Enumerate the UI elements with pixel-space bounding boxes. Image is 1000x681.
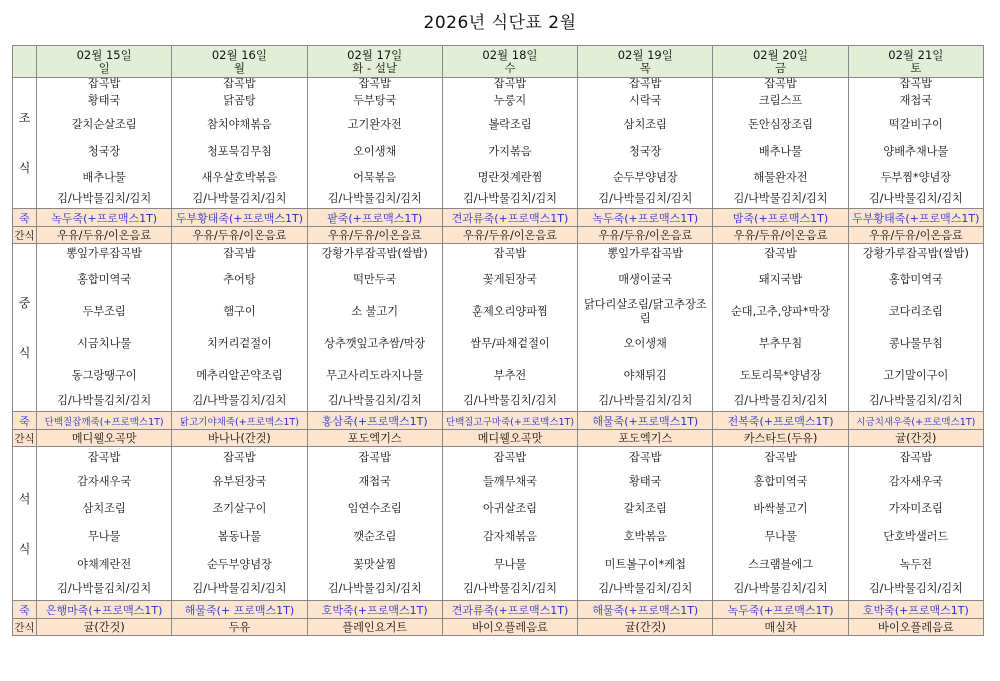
- snack-item: 바나나(간것): [172, 430, 307, 447]
- menu-dish: 떡만두국: [307, 264, 442, 296]
- snack-item: 플레인요거트: [307, 619, 442, 636]
- menu-dish: 김/나박물김치/김치: [848, 392, 983, 412]
- dinner-dish-row: [13, 551, 984, 579]
- menu-dish: 유부된장국: [172, 469, 307, 495]
- menu-dish: 돼지국밥: [713, 264, 848, 296]
- breakfast-porridge-row: [13, 209, 984, 227]
- dinner-label: [13, 447, 37, 601]
- menu-dish: 무고사리도라지나물: [307, 360, 442, 392]
- menu-dish: 오이생채: [578, 328, 713, 360]
- menu-dish: 잡곡밥: [172, 244, 307, 264]
- menu-dish: 김/나박물김치/김치: [172, 191, 307, 209]
- menu-dish: 김/나박물김치/김치: [578, 392, 713, 412]
- menu-dish: 꽃게된장국: [442, 264, 577, 296]
- menu-dish: 청국장: [37, 139, 172, 165]
- snack-label: 간식: [13, 430, 37, 447]
- day-header-fri: 02월 20일 금: [713, 46, 848, 78]
- menu-dish: 순대,고추,양파*막장: [713, 296, 848, 328]
- snack-item: 우유/두유/이온음료: [307, 227, 442, 244]
- porridge-item: 녹두죽(+프로맥스1T): [713, 601, 848, 619]
- snack-item: 두유: [172, 619, 307, 636]
- menu-dish: 홍합미역국: [37, 264, 172, 296]
- snack-item: 메디웰오곡맛: [442, 430, 577, 447]
- lunch-label-char: 중: [18, 295, 31, 310]
- porridge-item: 녹두죽(+프로맥스1T): [37, 209, 172, 227]
- menu-dish: 무나물: [713, 523, 848, 551]
- menu-dish: 호박볶음: [578, 523, 713, 551]
- menu-dish: 깻순조림: [307, 523, 442, 551]
- menu-dish: 잡곡밥: [442, 244, 577, 264]
- menu-dish: 야채튀김: [578, 360, 713, 392]
- menu-dish: 잡곡밥: [172, 447, 307, 469]
- snack-item: 포도엑기스: [578, 430, 713, 447]
- breakfast-dish-row: [13, 111, 984, 139]
- porridge-item: 밤죽(+프로맥스1T): [713, 209, 848, 227]
- porridge-item: 닭고기야채죽(+프로맥스1T): [172, 412, 307, 430]
- menu-dish: 바싹불고기: [713, 495, 848, 523]
- menu-dish: 아귀살조림: [442, 495, 577, 523]
- menu-dish: 잡곡밥: [713, 447, 848, 469]
- menu-dish: 홍합미역국: [713, 469, 848, 495]
- menu-dish: 부추무침: [713, 328, 848, 360]
- menu-dish: 김/나박물김치/김치: [578, 191, 713, 209]
- menu-dish: 시락국: [578, 91, 713, 111]
- menu-dish: 잡곡밥: [848, 447, 983, 469]
- day-header-sat: 02월 21일 토: [848, 46, 983, 78]
- breakfast-label: [13, 78, 37, 209]
- menu-dish: 잡곡밥: [713, 78, 848, 91]
- porridge-item: 팥죽(+프로맥스1T): [307, 209, 442, 227]
- page-title: 2026년 식단표 2월: [423, 13, 577, 33]
- menu-dish: 가지볶음: [442, 139, 577, 165]
- menu-dish: 단호박샐러드: [848, 523, 983, 551]
- snack-item: 우유/두유/이온음료: [442, 227, 577, 244]
- menu-dish: 훈제오리양파찜: [442, 296, 577, 328]
- dinner-dish-row: [13, 579, 984, 601]
- day-header-wed: 02월 18일 수: [442, 46, 577, 78]
- porridge-label: 죽: [13, 412, 37, 430]
- day-header-mon: 02월 16일 월: [172, 46, 307, 78]
- porridge-item: 견과류죽(+프로맥스1T): [442, 601, 577, 619]
- porridge-item: 두부황태죽(+프로맥스1T): [172, 209, 307, 227]
- menu-dish: 닭곰탕: [172, 91, 307, 111]
- menu-dish: 꽃맛살찜: [307, 551, 442, 579]
- menu-dish: 잡곡밥: [307, 447, 442, 469]
- menu-dish: 시금치나물: [37, 328, 172, 360]
- meal-plan-body: [13, 78, 984, 636]
- corner-cell: [13, 46, 37, 78]
- menu-dish: 동그랑땡구이: [37, 360, 172, 392]
- snack-item: 포도엑기스: [307, 430, 442, 447]
- menu-dish: 떡갈비구이: [848, 111, 983, 139]
- menu-dish: 새우살호박볶음: [172, 165, 307, 191]
- menu-dish: 순두부양념장: [172, 551, 307, 579]
- day-header-row: [13, 46, 984, 78]
- menu-dish: 두부탕국: [307, 91, 442, 111]
- menu-dish: 부추전: [442, 360, 577, 392]
- snack-label: 간식: [13, 227, 37, 244]
- menu-dish: 크림스프: [713, 91, 848, 111]
- menu-dish: 황태국: [37, 91, 172, 111]
- menu-dish: 황태국: [578, 469, 713, 495]
- porridge-item: 해물죽(+프로맥스1T): [578, 601, 713, 619]
- menu-dish: 강황가루잡곡밥(쌀밥): [848, 244, 983, 264]
- porridge-item: 녹두죽(+프로맥스1T): [578, 209, 713, 227]
- menu-dish: 오이생채: [307, 139, 442, 165]
- snack-item: 우유/두유/이온음료: [37, 227, 172, 244]
- menu-dish: 배추나물: [37, 165, 172, 191]
- menu-dish: 고기완자전: [307, 111, 442, 139]
- menu-dish: 강황가루잡곡밥(쌀밥): [307, 244, 442, 264]
- porridge-item: 해물죽(+프로맥스1T): [578, 412, 713, 430]
- menu-dish: 김/나박물김치/김치: [307, 579, 442, 601]
- menu-dish: 잡곡밥: [442, 78, 577, 91]
- porridge-item: 시금치새우죽(+프로맥스1T): [848, 412, 983, 430]
- menu-dish: 누룽지: [442, 91, 577, 111]
- menu-dish: 배추나물: [713, 139, 848, 165]
- breakfast-label-char: 식: [18, 161, 31, 175]
- dinner-dish-row: [13, 447, 984, 469]
- menu-dish: 감자새우국: [848, 469, 983, 495]
- porridge-item: 견과류죽(+프로맥스1T): [442, 209, 577, 227]
- menu-dish: 조기살구이: [172, 495, 307, 523]
- menu-dish: 가자미조림: [848, 495, 983, 523]
- lunch-label-char: 식: [18, 345, 31, 360]
- dinner-label-char: 석: [18, 491, 31, 506]
- menu-dish: 김/나박물김치/김치: [307, 392, 442, 412]
- menu-dish: 매생이굴국: [578, 264, 713, 296]
- menu-dish: 잡곡밥: [578, 447, 713, 469]
- menu-dish: 김/나박물김치/김치: [172, 579, 307, 601]
- menu-dish: 갈치순살조림: [37, 111, 172, 139]
- breakfast-dish-row: [13, 78, 984, 91]
- menu-dish: 두부조림: [37, 296, 172, 328]
- menu-dish: 도토리묵*양념장: [713, 360, 848, 392]
- breakfast-snack-row: [13, 227, 984, 244]
- menu-dish: 김/나박물김치/김치: [713, 191, 848, 209]
- porridge-item: 호박죽(+프로맥스1T): [848, 601, 983, 619]
- snack-item: 귤(간것): [578, 619, 713, 636]
- menu-dish: 명란젓계란찜: [442, 165, 577, 191]
- dinner-snack-row: [13, 619, 984, 636]
- breakfast-dish-row: [13, 191, 984, 209]
- porridge-item: 단백질잡깨죽(+프로맥스1T): [37, 412, 172, 430]
- snack-item: 우유/두유/이온음료: [848, 227, 983, 244]
- meal-plan-table: [12, 45, 984, 636]
- dinner-dish-row: [13, 495, 984, 523]
- snack-item: 카스타드(두유): [713, 430, 848, 447]
- day-header-thu: 02월 19일 목: [578, 46, 713, 78]
- porridge-item: 두부황태죽(+프로맥스1T): [848, 209, 983, 227]
- menu-dish: 소 불고기: [307, 296, 442, 328]
- menu-dish: 김/나박물김치/김치: [713, 392, 848, 412]
- menu-dish: 삼치조림: [37, 495, 172, 523]
- lunch-dish-row: [13, 328, 984, 360]
- menu-dish: 코다리조림: [848, 296, 983, 328]
- menu-dish: 김/나박물김치/김치: [713, 579, 848, 601]
- menu-dish: 김/나박물김치/김치: [37, 191, 172, 209]
- lunch-porridge-row: [13, 412, 984, 430]
- porridge-item: 단백질고구마죽(+프로맥스1T): [442, 412, 577, 430]
- menu-dish: 참치야채볶음: [172, 111, 307, 139]
- porridge-item: 은행마죽(+프로맥스1T): [37, 601, 172, 619]
- menu-dish: 녹두전: [848, 551, 983, 579]
- menu-dish: 추어탕: [172, 264, 307, 296]
- menu-dish: 김/나박물김치/김치: [848, 191, 983, 209]
- day-header-sun: 02월 15일 일: [37, 46, 172, 78]
- menu-dish: 메추리알곤약조림: [172, 360, 307, 392]
- menu-dish: 홍합미역국: [848, 264, 983, 296]
- menu-dish: 김/나박물김치/김치: [37, 392, 172, 412]
- snack-item: 귤(간것): [37, 619, 172, 636]
- menu-dish: 재첩국: [307, 469, 442, 495]
- menu-dish: 상추깻잎고추쌈/막장: [307, 328, 442, 360]
- snack-item: 바이오플레음료: [848, 619, 983, 636]
- menu-dish: 잡곡밥: [442, 447, 577, 469]
- porridge-label: 죽: [13, 601, 37, 619]
- breakfast-dish-row: [13, 165, 984, 191]
- menu-dish: 김/나박물김치/김치: [442, 191, 577, 209]
- lunch-snack-row: [13, 430, 984, 447]
- breakfast-dish-row: [13, 139, 984, 165]
- menu-dish: 미트볼구이*케첩: [578, 551, 713, 579]
- menu-dish: 고기말이구이: [848, 360, 983, 392]
- menu-dish: 김/나박물김치/김치: [172, 392, 307, 412]
- lunch-dish-row: [13, 392, 984, 412]
- porridge-label: 죽: [13, 209, 37, 227]
- menu-dish: 봄동나물: [172, 523, 307, 551]
- snack-label: 간식: [13, 619, 37, 636]
- menu-dish: 들깨무채국: [442, 469, 577, 495]
- menu-dish: 돈안심장조림: [713, 111, 848, 139]
- menu-dish: 잡곡밥: [172, 78, 307, 91]
- snack-item: 귤(간것): [848, 430, 983, 447]
- lunch-dish-row: [13, 264, 984, 296]
- dinner-dish-row: [13, 523, 984, 551]
- menu-dish: 무나물: [442, 551, 577, 579]
- lunch-dish-row: [13, 244, 984, 264]
- menu-dish: 청국장: [578, 139, 713, 165]
- menu-dish: 잡곡밥: [37, 78, 172, 91]
- day-header-tue: 02월 17일 화 - 설날: [307, 46, 442, 78]
- snack-item: 바이오플레음료: [442, 619, 577, 636]
- snack-item: 매실차: [713, 619, 848, 636]
- dinner-porridge-row: [13, 601, 984, 619]
- menu-dish: 양배추채나물: [848, 139, 983, 165]
- menu-dish: 두부찜*양념장: [848, 165, 983, 191]
- menu-dish: 청포묵김무침: [172, 139, 307, 165]
- menu-dish: 감자채볶음: [442, 523, 577, 551]
- menu-dish: 뽕잎가루잡곡밥: [37, 244, 172, 264]
- menu-dish: 잡곡밥: [848, 78, 983, 91]
- menu-dish: 무나물: [37, 523, 172, 551]
- menu-dish: 잡곡밥: [307, 78, 442, 91]
- breakfast-label-char: 조: [18, 111, 31, 125]
- menu-dish: 햄구이: [172, 296, 307, 328]
- snack-item: 우유/두유/이온음료: [578, 227, 713, 244]
- dinner-dish-row: [13, 469, 984, 495]
- dinner-label-char: 식: [18, 541, 31, 556]
- menu-dish: 뽕잎가루잡곡밥: [578, 244, 713, 264]
- menu-dish: 김/나박물김치/김치: [37, 579, 172, 601]
- menu-dish: 잡곡밥: [713, 244, 848, 264]
- menu-dish: 감자새우국: [37, 469, 172, 495]
- menu-dish: 치커리겉절이: [172, 328, 307, 360]
- porridge-item: 전복죽(+프로맥스1T): [713, 412, 848, 430]
- porridge-item: 해물죽(+ 프로맥스1T): [172, 601, 307, 619]
- menu-dish: 김/나박물김치/김치: [442, 392, 577, 412]
- menu-dish: 김/나박물김치/김치: [307, 191, 442, 209]
- menu-dish: 순두부양념장: [578, 165, 713, 191]
- menu-dish: 어묵볶음: [307, 165, 442, 191]
- menu-dish: 쌈무/파채겉절이: [442, 328, 577, 360]
- menu-dish: 갈치조림: [578, 495, 713, 523]
- menu-dish: 재첩국: [848, 91, 983, 111]
- menu-dish: 야채계란전: [37, 551, 172, 579]
- menu-dish: 스크램블에그: [713, 551, 848, 579]
- menu-dish: 잡곡밥: [578, 78, 713, 91]
- snack-item: 메디웰오곡맛: [37, 430, 172, 447]
- menu-dish: 삼치조림: [578, 111, 713, 139]
- menu-dish: 볼락조림: [442, 111, 577, 139]
- porridge-item: 호박죽(+프로맥스1T): [307, 601, 442, 619]
- breakfast-dish-row: [13, 91, 984, 111]
- lunch-dish-row: [13, 296, 984, 328]
- menu-dish: 해물완자전: [713, 165, 848, 191]
- menu-dish: 닭다리살조림/닭고추장조림: [578, 296, 713, 328]
- menu-dish: 김/나박물김치/김치: [442, 579, 577, 601]
- menu-dish: 임연수조림: [307, 495, 442, 523]
- lunch-label: [13, 244, 37, 412]
- porridge-item: 홍삼죽(+프로맥스1T): [307, 412, 442, 430]
- lunch-dish-row: [13, 360, 984, 392]
- menu-dish: 잡곡밥: [37, 447, 172, 469]
- snack-item: 우유/두유/이온음료: [713, 227, 848, 244]
- menu-dish: 콩나물무침: [848, 328, 983, 360]
- menu-dish: 김/나박물김치/김치: [848, 579, 983, 601]
- snack-item: 우유/두유/이온음료: [172, 227, 307, 244]
- menu-dish: 김/나박물김치/김치: [578, 579, 713, 601]
